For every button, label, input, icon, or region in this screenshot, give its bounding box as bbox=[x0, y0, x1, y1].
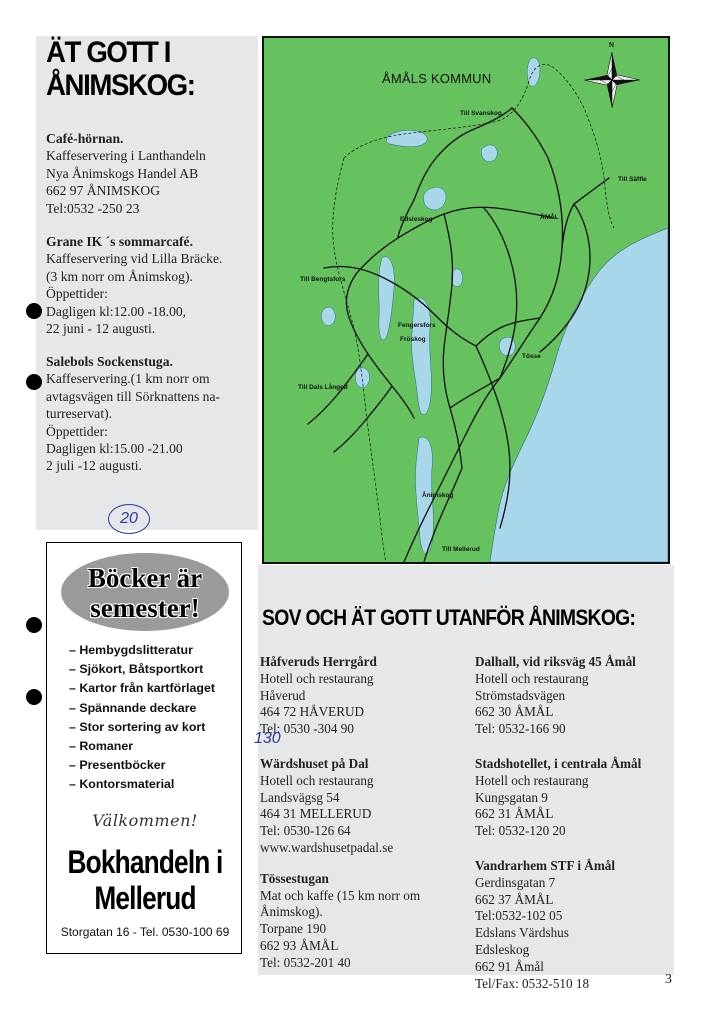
lodging-heading: Vandrarhem STF i Åmål bbox=[475, 857, 616, 873]
lodging-column-1 bbox=[260, 654, 470, 986]
compass-north-label: N bbox=[609, 42, 615, 49]
lake bbox=[321, 307, 335, 326]
lodging-line: Kungsgatan 9 bbox=[475, 789, 548, 805]
lodging-line: 662 30 ÅMÅL bbox=[475, 704, 554, 720]
entry-line: Nya Ånimskogs Handel AB bbox=[46, 165, 199, 181]
map-label-tosse: Tösse bbox=[522, 353, 541, 360]
entry-heading: Grane IK ´s sommarcafé. bbox=[46, 234, 193, 249]
lodging-entry bbox=[260, 654, 470, 738]
lodging-line: Tel:0532-102 05 bbox=[475, 908, 563, 924]
lodging-line: 662 93 ÅMÅL bbox=[260, 937, 339, 953]
entry-line: Kaffeservering i Lanthandeln bbox=[46, 148, 206, 164]
lake bbox=[527, 58, 540, 87]
lodging-line: Tel: 0530-126 64 bbox=[260, 823, 351, 839]
bookstore-ad bbox=[46, 542, 242, 954]
binder-hole bbox=[26, 374, 42, 390]
handwritten-note: 130 bbox=[254, 730, 281, 747]
ad-headline-line-1: Böcker är bbox=[87, 563, 203, 593]
lodging-line: Edslans Värdshus bbox=[475, 925, 569, 941]
lodging-line: Tel: 0530 -304 90 bbox=[260, 721, 354, 737]
entry-line: avtagsvägen till Sörknattens na- bbox=[46, 388, 221, 404]
section-title: SOV OCH ÄT GOTT UTANFÖR ÅNIMSKOG: bbox=[262, 605, 636, 630]
lodging-line: Tel: 0532-120 20 bbox=[475, 823, 566, 839]
lodging-line: Edsleskog bbox=[475, 941, 530, 957]
entry-line: 2 juli -12 augusti. bbox=[46, 458, 142, 474]
lodging-line: Strömstadsvägen bbox=[475, 687, 566, 703]
page-number: 3 bbox=[665, 972, 672, 987]
lodging-line: Hotell och restaurang bbox=[475, 772, 589, 788]
lake bbox=[387, 130, 428, 146]
ad-item: – Presentböcker bbox=[69, 756, 215, 775]
lodging-entry bbox=[475, 858, 685, 992]
lodging-line: Ånimskog). bbox=[260, 904, 323, 920]
ad-item: – Sjökort, Båtsportkort bbox=[69, 660, 215, 679]
handwritten-circled-number: 20 bbox=[108, 504, 150, 534]
entry-cafe-hornan bbox=[46, 130, 256, 217]
entry-line: Öppettider: bbox=[46, 423, 108, 439]
municipality-boundary bbox=[333, 158, 386, 562]
title-line-2: ÅNIMSKOG: bbox=[46, 69, 195, 102]
lodging-line: 662 31 ÅMÅL bbox=[475, 806, 554, 822]
entry-heading: Café-hörnan. bbox=[46, 131, 124, 146]
lake-vanern bbox=[490, 228, 668, 562]
entry-line: (3 km norr om Ånimskog). bbox=[46, 268, 193, 284]
lodging-heading: Tössestugan bbox=[260, 870, 329, 886]
lodging-line: Håverud bbox=[260, 687, 306, 703]
lodging-line: Hotell och restaurang bbox=[475, 670, 589, 686]
entry-line: Kaffeservering.(1 km norr om bbox=[46, 371, 210, 387]
municipality-boundary bbox=[344, 64, 614, 228]
map-label-svanskog: Till Svanskog bbox=[460, 110, 502, 117]
lake bbox=[412, 298, 432, 415]
ad-item: – Kontorsmaterial bbox=[69, 775, 215, 794]
lodging-line: Tel: 0532-201 40 bbox=[260, 954, 351, 970]
ad-item: – Kartor från kartförlaget bbox=[69, 679, 215, 698]
lodging-line: 662 91 Åmål bbox=[475, 958, 544, 974]
ad-address: Storgatan 16 - Tel. 0530-100 69 bbox=[60, 925, 230, 939]
lodging-line: Landsvägsg 54 bbox=[260, 789, 340, 805]
binder-hole bbox=[26, 303, 42, 319]
entry-grane-ik bbox=[46, 233, 256, 337]
ad-item: – Spännande deckare bbox=[69, 699, 215, 718]
municipality-map bbox=[262, 36, 670, 564]
ad-item: – Hembygdslitteratur bbox=[69, 641, 215, 660]
lodging-line: Mat och kaffe (15 km norr om bbox=[260, 887, 421, 903]
lodging-line: 464 31 MELLERUD bbox=[260, 806, 372, 822]
entry-line: turreservat). bbox=[46, 406, 113, 422]
lodging-line: Gerdinsgatan 7 bbox=[475, 874, 556, 890]
lake bbox=[379, 257, 395, 340]
entry-line: Öppettider: bbox=[46, 286, 108, 302]
entry-heading: Salebols Sockenstuga. bbox=[46, 354, 173, 369]
map-label-saffle: Till Säffle bbox=[618, 176, 647, 183]
map-label-bengtsfors: Till Bengtsfors bbox=[300, 276, 346, 283]
entry-line: Dagligen kl:15.00 -21.00 bbox=[46, 441, 183, 457]
lodging-entry bbox=[475, 756, 685, 840]
lodging-line: www.wardshusetpadal.se bbox=[260, 839, 394, 855]
lodging-line: 662 37 ÅMÅL bbox=[475, 891, 554, 907]
binder-hole bbox=[26, 617, 42, 633]
ad-item-list bbox=[69, 641, 215, 795]
lodging-line: Hotell och restaurang bbox=[260, 670, 374, 686]
lodging-entry bbox=[475, 654, 685, 738]
lake bbox=[481, 145, 497, 162]
map-label-dals-langed: Till Dals Långed bbox=[298, 384, 348, 391]
lodging-line: Tel: 0532-166 90 bbox=[475, 721, 566, 737]
ad-item: – Stor sortering av kort bbox=[69, 718, 215, 737]
entry-line: 662 97 ÅNIMSKOG bbox=[46, 183, 161, 199]
lodging-line: Hotell och restaurang bbox=[260, 772, 374, 788]
lodging-line: Tel/Fax: 0532-510 18 bbox=[475, 975, 590, 991]
title-line-1: ÄT GOTT I bbox=[46, 36, 171, 69]
lodging-heading: Dalhall, vid riksväg 45 Åmål bbox=[475, 654, 636, 669]
entry-salebols bbox=[46, 353, 256, 475]
entry-line: Dagligen kl:12.00 -18.00, bbox=[46, 303, 187, 319]
entry-line: 22 juni - 12 augusti. bbox=[46, 321, 156, 337]
map-label-edsleskog: Edsleskog bbox=[400, 216, 433, 223]
map-label-froskog: Fröskog bbox=[400, 336, 426, 343]
map-label-amal: ÅMÅL bbox=[540, 214, 559, 221]
ad-brand-line-2: Mellerud bbox=[94, 880, 196, 916]
lodging-entry bbox=[260, 756, 470, 857]
compass-rose bbox=[584, 52, 640, 108]
page-title bbox=[46, 36, 195, 102]
lake bbox=[423, 187, 446, 210]
map-label-mellerud: Till Mellerud bbox=[442, 546, 480, 553]
binder-hole bbox=[26, 689, 42, 705]
map-label-animskog: Ånimskog bbox=[422, 492, 454, 499]
map-label-fengersfors: Fengersfors bbox=[398, 322, 436, 329]
lodging-heading: Stadshotellet, i centrala Åmål bbox=[475, 755, 642, 771]
ad-item: – Romaner bbox=[69, 737, 215, 756]
lodging-line: Torpane 190 bbox=[260, 921, 327, 937]
ad-brand-line-1: Bokhandeln i bbox=[67, 844, 223, 880]
ad-welcome-script: Välkommen! bbox=[92, 811, 198, 830]
lake bbox=[355, 368, 369, 388]
lodging-line: 464 72 HÅVERUD bbox=[260, 704, 365, 720]
map-title: ÅMÅLS KOMMUN bbox=[382, 71, 492, 86]
lodging-heading: Wärdshuset på Dal bbox=[260, 755, 369, 771]
lodging-column-2 bbox=[475, 654, 685, 1006]
ad-headline-line-2: semester! bbox=[90, 593, 200, 623]
lodging-heading: Håfveruds Herrgård bbox=[260, 654, 377, 669]
entry-line: Kaffeservering vid Lilla Bräcke. bbox=[46, 251, 223, 267]
entry-line: Tel:0532 -250 23 bbox=[46, 200, 140, 216]
lodging-entry bbox=[260, 871, 470, 972]
